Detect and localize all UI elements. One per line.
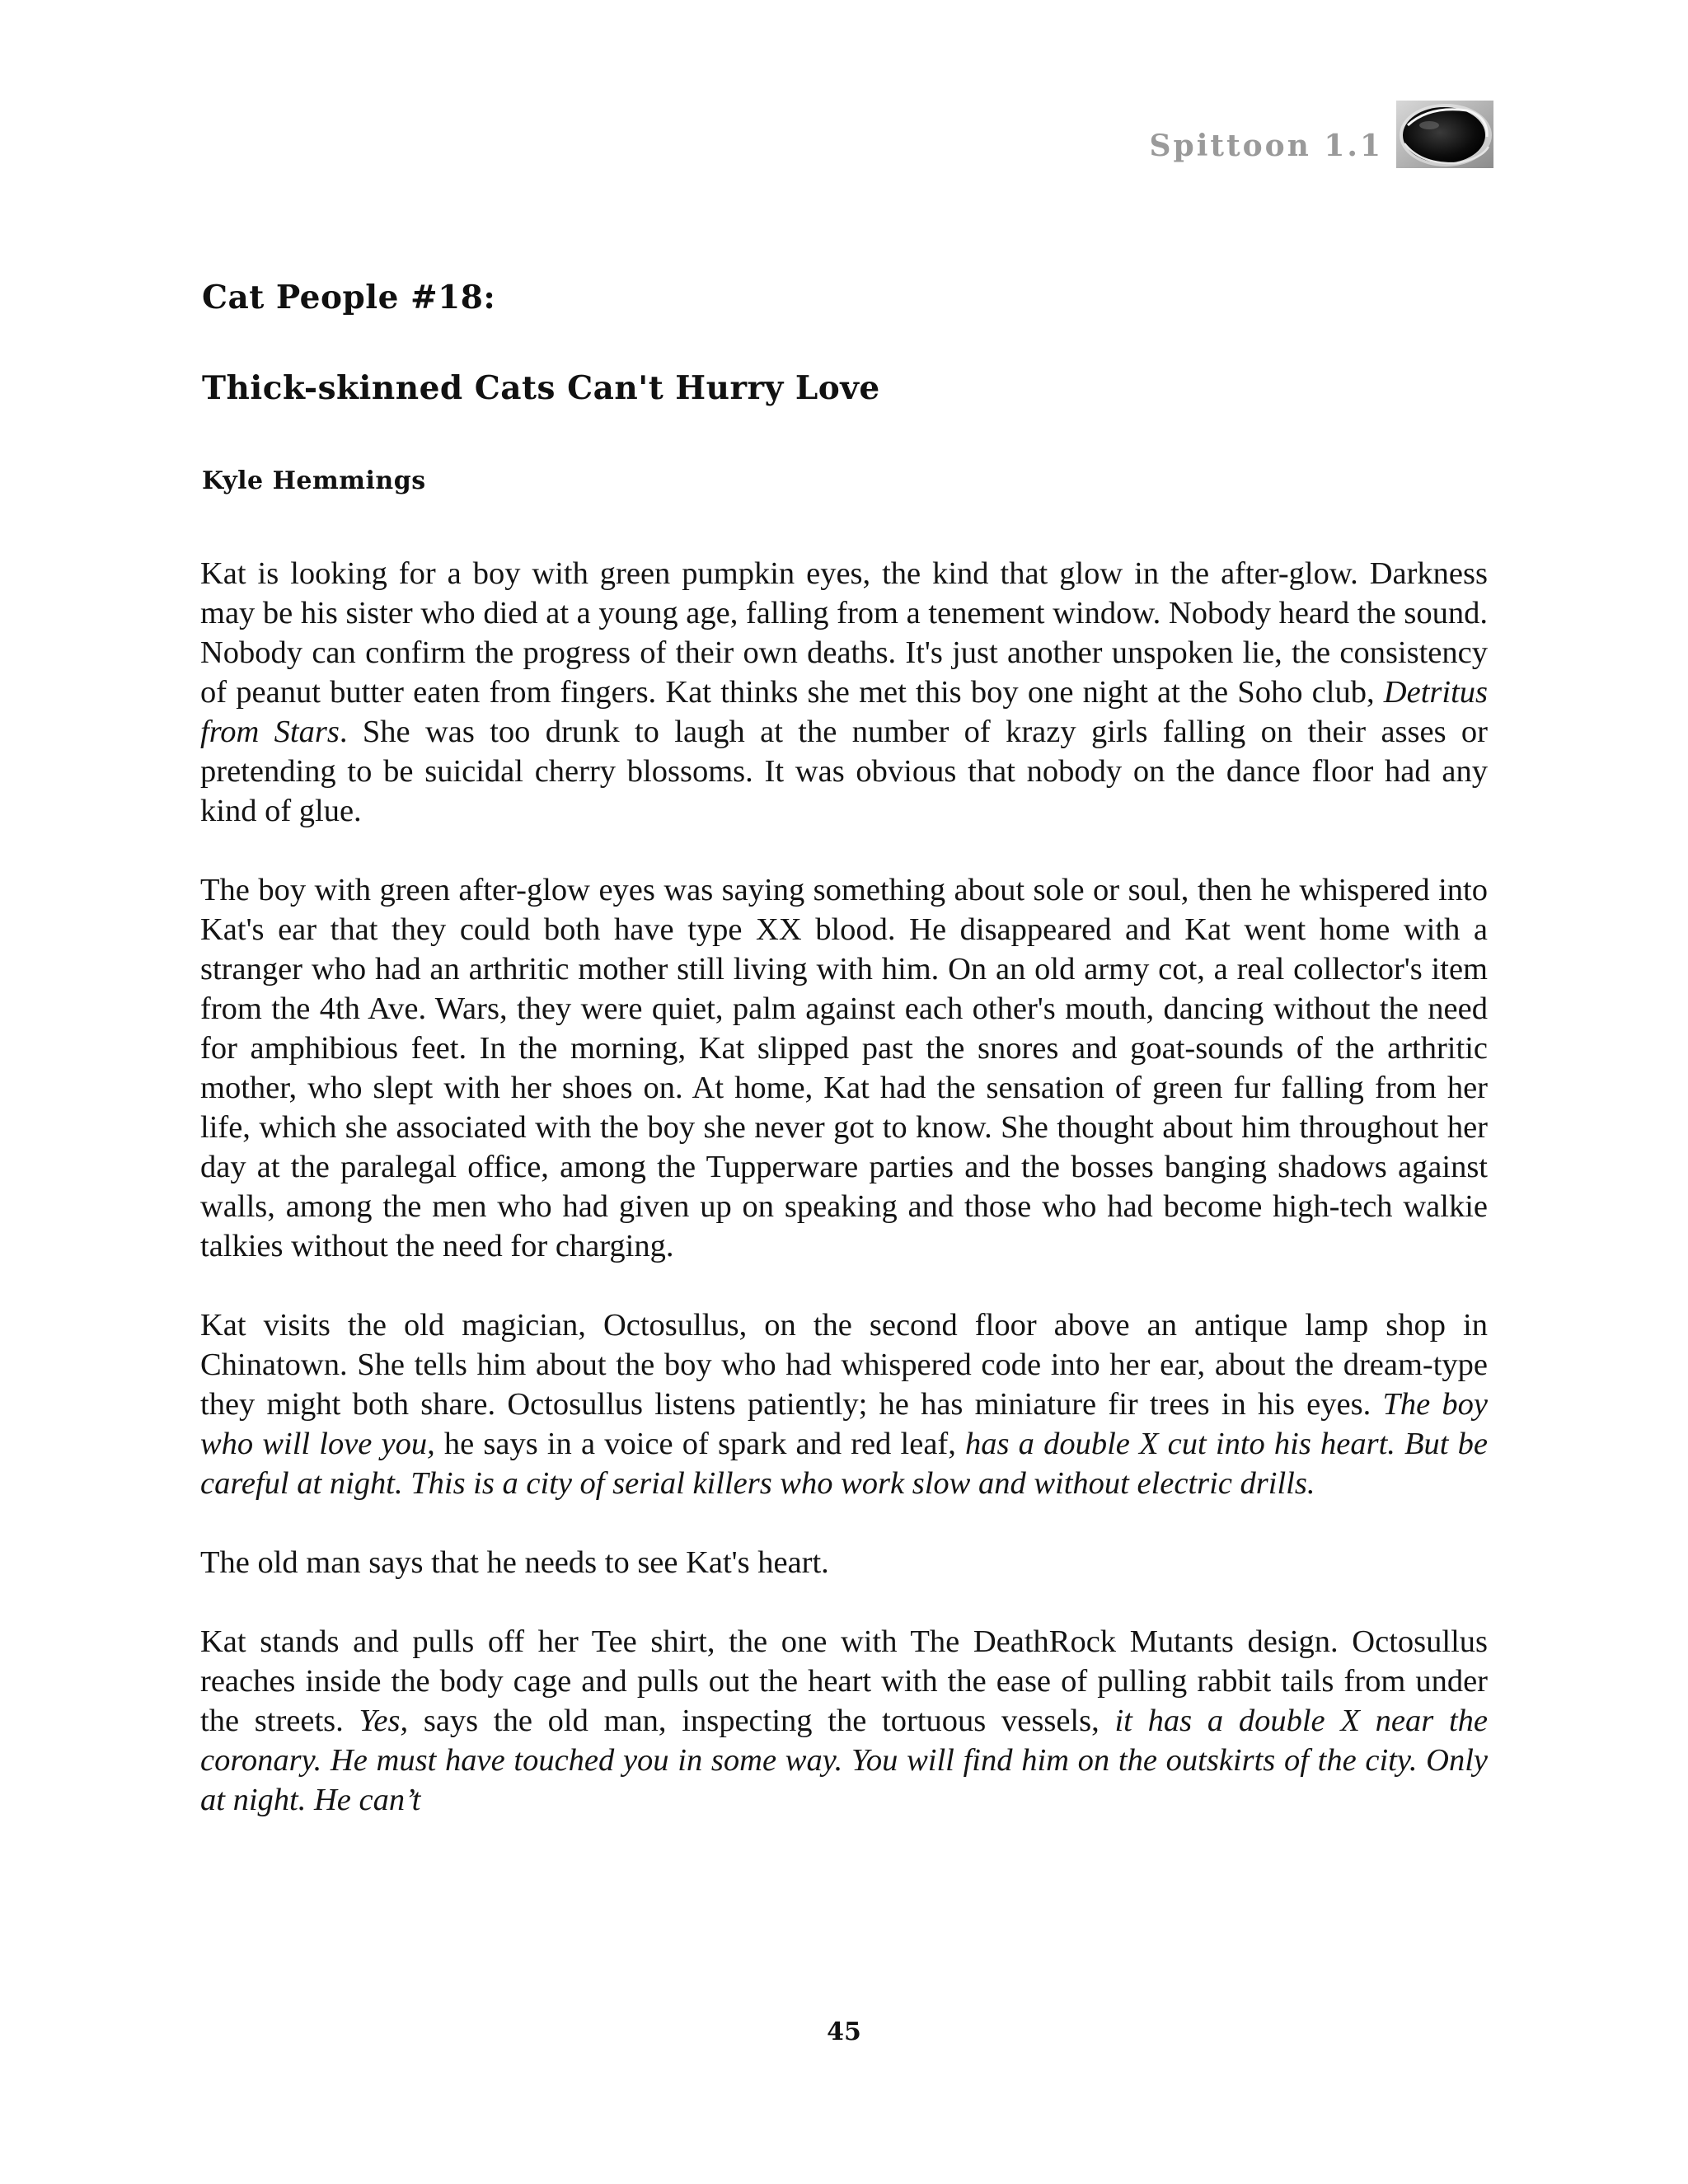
page-header [1150, 92, 1493, 168]
text-run: The boy with green after-glow eyes was saying something about sole or soul, then he whispered into Kat's ear that they could both have type XX blood. He disappeared and Kat went home with a stranger who had an arthritic mother still living with him. On an old army cot, a real collector's item from the 4th Ave. Wars, they were quiet, palm against each other's mouth, dancing without the need for amphibious feet. In the morning, Kat slipped past the snores and goat-sounds of the arthritic mother, who slept with her shoes on. At home, Kat had the sensation of green fur falling from her life, which she associated with the boy she never got to know. She thought about him throughout her day at the paralegal office, among the Tupperware parties and the bosses banging shadows against walls, among the men who had given up on speaking and those who had become high-tech walkie talkies without the need for charging. [200, 873, 1488, 1263]
text-run: Kat is looking for a boy with green pumpkin eyes, the kind that glow in the after-glow. Darkness may be his sister who died at a young age, falling from a tenement window. Nobody heard the sound. Nobody can confirm the progress of their own deaths. It's just another unspoken lie, the consistency of peanut butter eaten from fingers. Kat thinks she met this boy one night at the Soho club, [200, 556, 1488, 710]
story-author: Kyle Hemmings [202, 466, 426, 495]
italic-text: Yes, [359, 1704, 409, 1738]
text-run: he says in a voice of spark and red leaf, [434, 1427, 966, 1461]
story-paragraph [200, 870, 1488, 1266]
story-paragraph [200, 1305, 1488, 1503]
italic-text: The boy who will love you, [200, 1387, 1489, 1461]
spittoon-bowl-icon [1396, 101, 1493, 168]
text-run: The old man says that he needs to see Kat's heart. [200, 1545, 829, 1580]
story-paragraph [200, 554, 1488, 831]
journal-name: Spittoon 1.1 [1149, 129, 1383, 163]
page-number: 45 [827, 2018, 861, 2046]
text-run: Kat visits the old magician, Octosullus, on the second floor above an antique lamp shop in Chinatown. She tells him about the boy who had whispered code into her ear, about the dream-type they might both share. Octosullus listens patiently; he has miniature fir trees in his eyes. [200, 1308, 1488, 1422]
text-run: . She was too drunk to laugh at the number of krazy girls falling on their asses or pretending to be suicidal cherry blossoms. It was obvious that nobody on the dance floor had any kind of glue. [200, 715, 1489, 828]
story-title-line-2: Thick-skinned Cats Can't Hurry Love [202, 369, 880, 407]
story-paragraph [200, 1622, 1488, 1820]
story-paragraph [200, 1543, 1488, 1582]
story-title-line-1: Cat People #18: [202, 279, 496, 316]
italic-text: Detritus from Stars [200, 675, 1488, 749]
story-body [200, 554, 1488, 1820]
italic-text: it has a double X near the coronary. He must have touched you in some way. You will find him on the outskirts of the city. Only at night. He can’t [200, 1704, 1488, 1817]
text-run: Kat stands and pulls off her Tee shirt, the one with The DeathRock Mutants design. Octosullus reaches inside the body cage and pulls out the heart with the ease of pulling rabbit tails from under the streets. [200, 1624, 1488, 1738]
text-run: says the old man, inspecting the tortuous vessels, [408, 1704, 1115, 1738]
story-title-block [202, 279, 880, 495]
italic-text: has a double X cut into his heart. But be careful at night. This is a city of serial killers who work slow and without electric drills. [200, 1427, 1488, 1501]
